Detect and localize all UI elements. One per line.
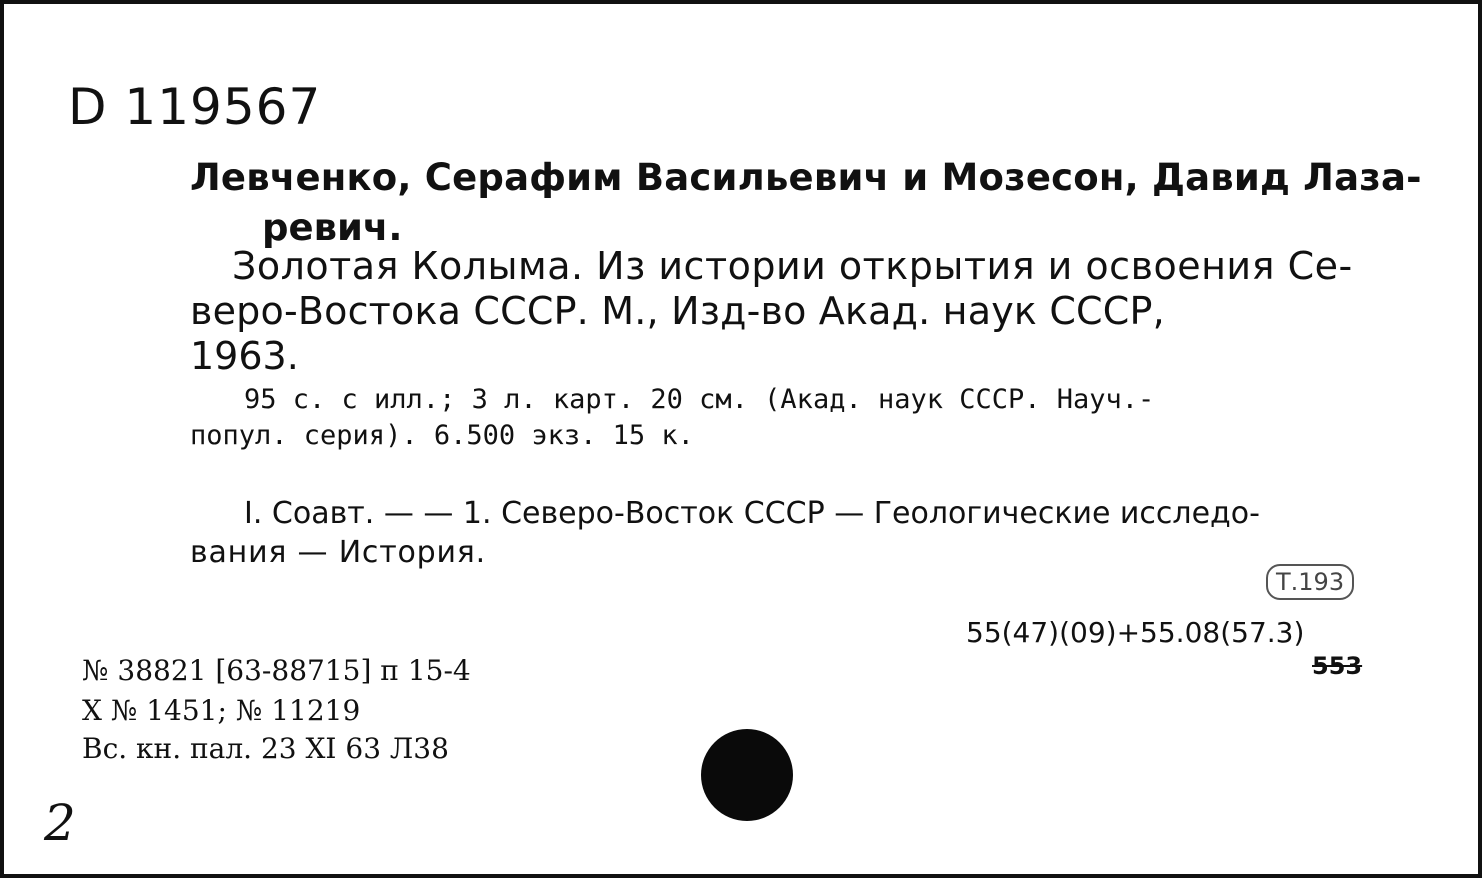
subjects-line-1: I. Соавт. — — 1. Северо-Восток СССР — Геологические исследо-	[244, 496, 1260, 531]
punch-hole	[701, 729, 793, 821]
handwritten-digit: 2	[44, 794, 76, 852]
collation-line-2: попул. серия). 6.500 экз. 15 к.	[190, 420, 694, 451]
call-number: D 119567	[68, 78, 322, 136]
title-line-2: веро-Востока СССР. М., Изд-во Акад. наук СССР,	[190, 289, 1165, 333]
title-line-3: 1963.	[190, 334, 299, 378]
acquisition-line-2: Х № 1451; № 11219	[82, 694, 361, 727]
classification-code: 55(47)(09)+55.08(57.3)	[966, 616, 1305, 649]
acquisition-line-1: № 38821 [63-88715] п 15-4	[82, 654, 471, 687]
handwritten-note: Т.193	[1266, 564, 1354, 600]
authors-line-2: ревич.	[262, 206, 403, 249]
authors-line-1: Левченко, Серафим Васильевич и Мозесон, Давид Лаза-	[190, 156, 1422, 199]
acquisition-line-3: Вс. кн. пал. 23 XI 63 Л38	[82, 732, 449, 765]
subjects-line-2: вания — История.	[190, 535, 486, 570]
classification-extra: 553	[1312, 652, 1363, 680]
title-line-1: Золотая Колыма. Из истории открытия и освоения Се-	[232, 244, 1353, 288]
collation-line-1: 95 с. с илл.; 3 л. карт. 20 см. (Акад. наук СССР. Науч.-	[244, 384, 1155, 415]
